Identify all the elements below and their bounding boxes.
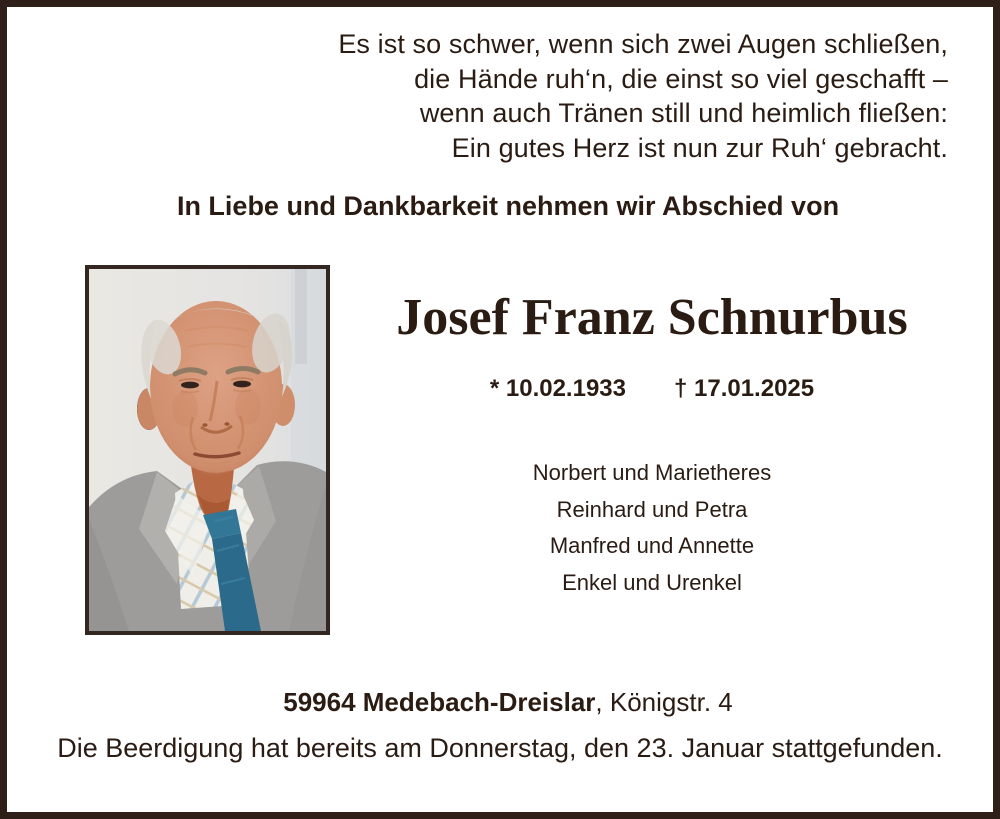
- condolence-poem: [338, 27, 948, 165]
- mourner-line: Norbert und Marietheres: [532, 460, 772, 485]
- mourners-list: [327, 455, 977, 601]
- funeral-note: Die Beerdigung hat bereits am Donnerstag, den 23. Januar stattgefunden.: [57, 733, 943, 763]
- deceased-name: Josef Franz Schnurbus: [396, 289, 908, 346]
- poem-line: wenn auch Tränen still und heimlich fließen:: [419, 98, 948, 128]
- poem-line: die Hände ruh‘n, die einst so viel geschafft –: [414, 63, 948, 94]
- poem-line: Es ist so schwer, wenn sich zwei Augen schließen,: [338, 29, 948, 59]
- poem-line: Ein gutes Herz ist nun zur Ruh‘ gebracht.: [451, 132, 948, 163]
- life-dates: [327, 375, 977, 403]
- address-line: [23, 687, 993, 718]
- mourner-line: Enkel und Urenkel: [562, 569, 742, 595]
- portrait-illustration: [89, 269, 326, 631]
- mourner-line: Reinhard und Petra: [556, 496, 748, 522]
- mourner-line: Manfred und Annette: [549, 533, 755, 558]
- death-date: † 17.01.2025: [673, 375, 815, 402]
- address-street: , Königstr. 4: [595, 687, 733, 717]
- intro-line: In Liebe und Dankbarkeit nehmen wir Abschied von: [176, 191, 840, 221]
- address-city: 59964 Medebach-Dreislar: [283, 687, 596, 717]
- birth-date: * 10.02.1933: [489, 375, 626, 402]
- portrait-photo: [85, 265, 330, 635]
